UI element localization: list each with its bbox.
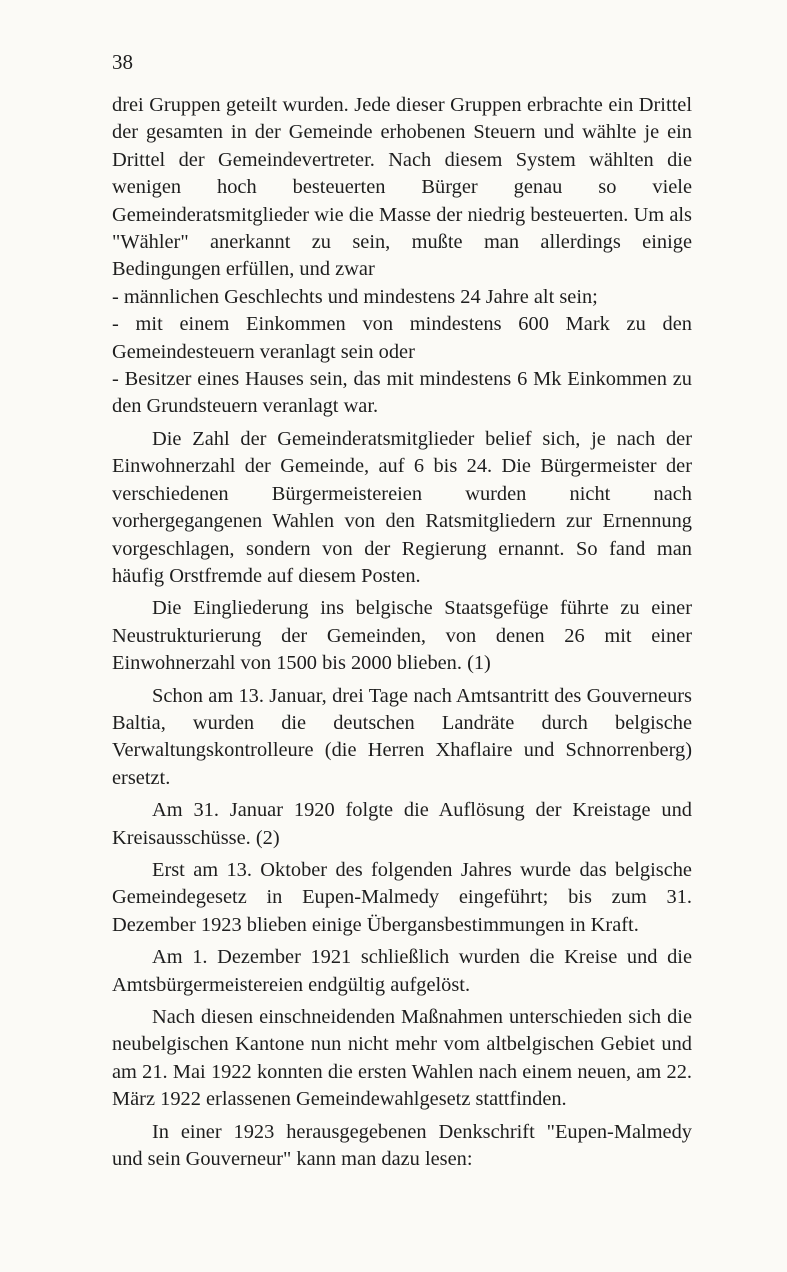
paragraph: Schon am 13. Januar, drei Tage nach Amtsantritt des Gouverneurs Baltia, wurden die deutschen Landräte durch belgische Verwaltungskontrolleure (die Herren Xhaflaire und Schnorrenberg) ersetzt. <box>112 684 692 789</box>
paragraph: Nach diesen einschneidenden Maßnahmen unterschieden sich die neubelgischen Kantone nun nicht mehr vom altbelgischen Gebiet und am 21. Mai 1922 konnten die ersten Wahlen nach einem neuen, am 22. März 1922 erlassenen Gemeindewahlgesetz stattfinden. <box>112 1006 692 1111</box>
paragraph: drei Gruppen geteilt wurden. Jede dieser Gruppen erbrachte ein Drittel der gesamten in der Gemeinde erhobenen Steuern und wählte je ein Drittel der Gemeindevertreter. Nach diesem System wählten die wenigen hoch besteuerten Bürger genau so viele Gemeinderatsmitglieder wie die Masse der niedrig besteuerten. Um als "Wähler" anerkannt zu sein, mußte man allerdings einige Bedingungen erfüllen, und zwar <box>112 94 692 281</box>
paragraph: Am 1. Dezember 1921 schließlich wurden die Kreise und die Amtsbürgermeistereien endgültig aufgelöst. <box>112 946 692 996</box>
body-text <box>112 92 692 1173</box>
page-number: 38 <box>112 50 133 74</box>
list-item: - Besitzer eines Hauses sein, das mit mindestens 6 Mk Einkommen zu den Grundsteuern veranlagt war. <box>112 368 692 418</box>
list-item: - mit einem Einkommen von mindestens 600 Mark zu den Gemeindesteuern veranlagt sein oder <box>112 313 692 363</box>
paragraph: Die Zahl der Gemeinderatsmitglieder belief sich, je nach der Einwohnerzahl der Gemeinde, auf 6 bis 24. Die Bürgermeister der verschiedenen Bürgermeistereien wurden nicht nach vorhergegangenen Wahlen von den Ratsmitgliedern zur Ernennung vorgeschlagen, sondern von der Regierung ernannt. So fand man häufig Orstfremde auf diesem Posten. <box>112 427 692 587</box>
paragraph: Die Eingliederung ins belgische Staatsgefüge führte zu einer Neustrukturierung der Gemeinden, von denen 26 mit einer Einwohnerzahl von 1500 bis 2000 blieben. (1) <box>112 597 692 675</box>
paragraph: Am 31. Januar 1920 folgte die Auflösung der Kreistage und Kreisausschüsse. (2) <box>112 799 692 849</box>
paragraph: In einer 1923 herausgegebenen Denkschrift "Eupen-Malmedy und sein Gouverneur" kann man dazu lesen: <box>112 1120 692 1171</box>
list-item: - männlichen Geschlechts und mindestens 24 Jahre alt sein; <box>112 285 598 308</box>
paragraph: Erst am 13. Oktober des folgenden Jahres wurde das belgische Gemeindegesetz in Eupen-Malmedy eingeführt; bis zum 31. Dezember 1923 blieben einige Übergansbestimmungen in Kraft. <box>112 858 692 936</box>
